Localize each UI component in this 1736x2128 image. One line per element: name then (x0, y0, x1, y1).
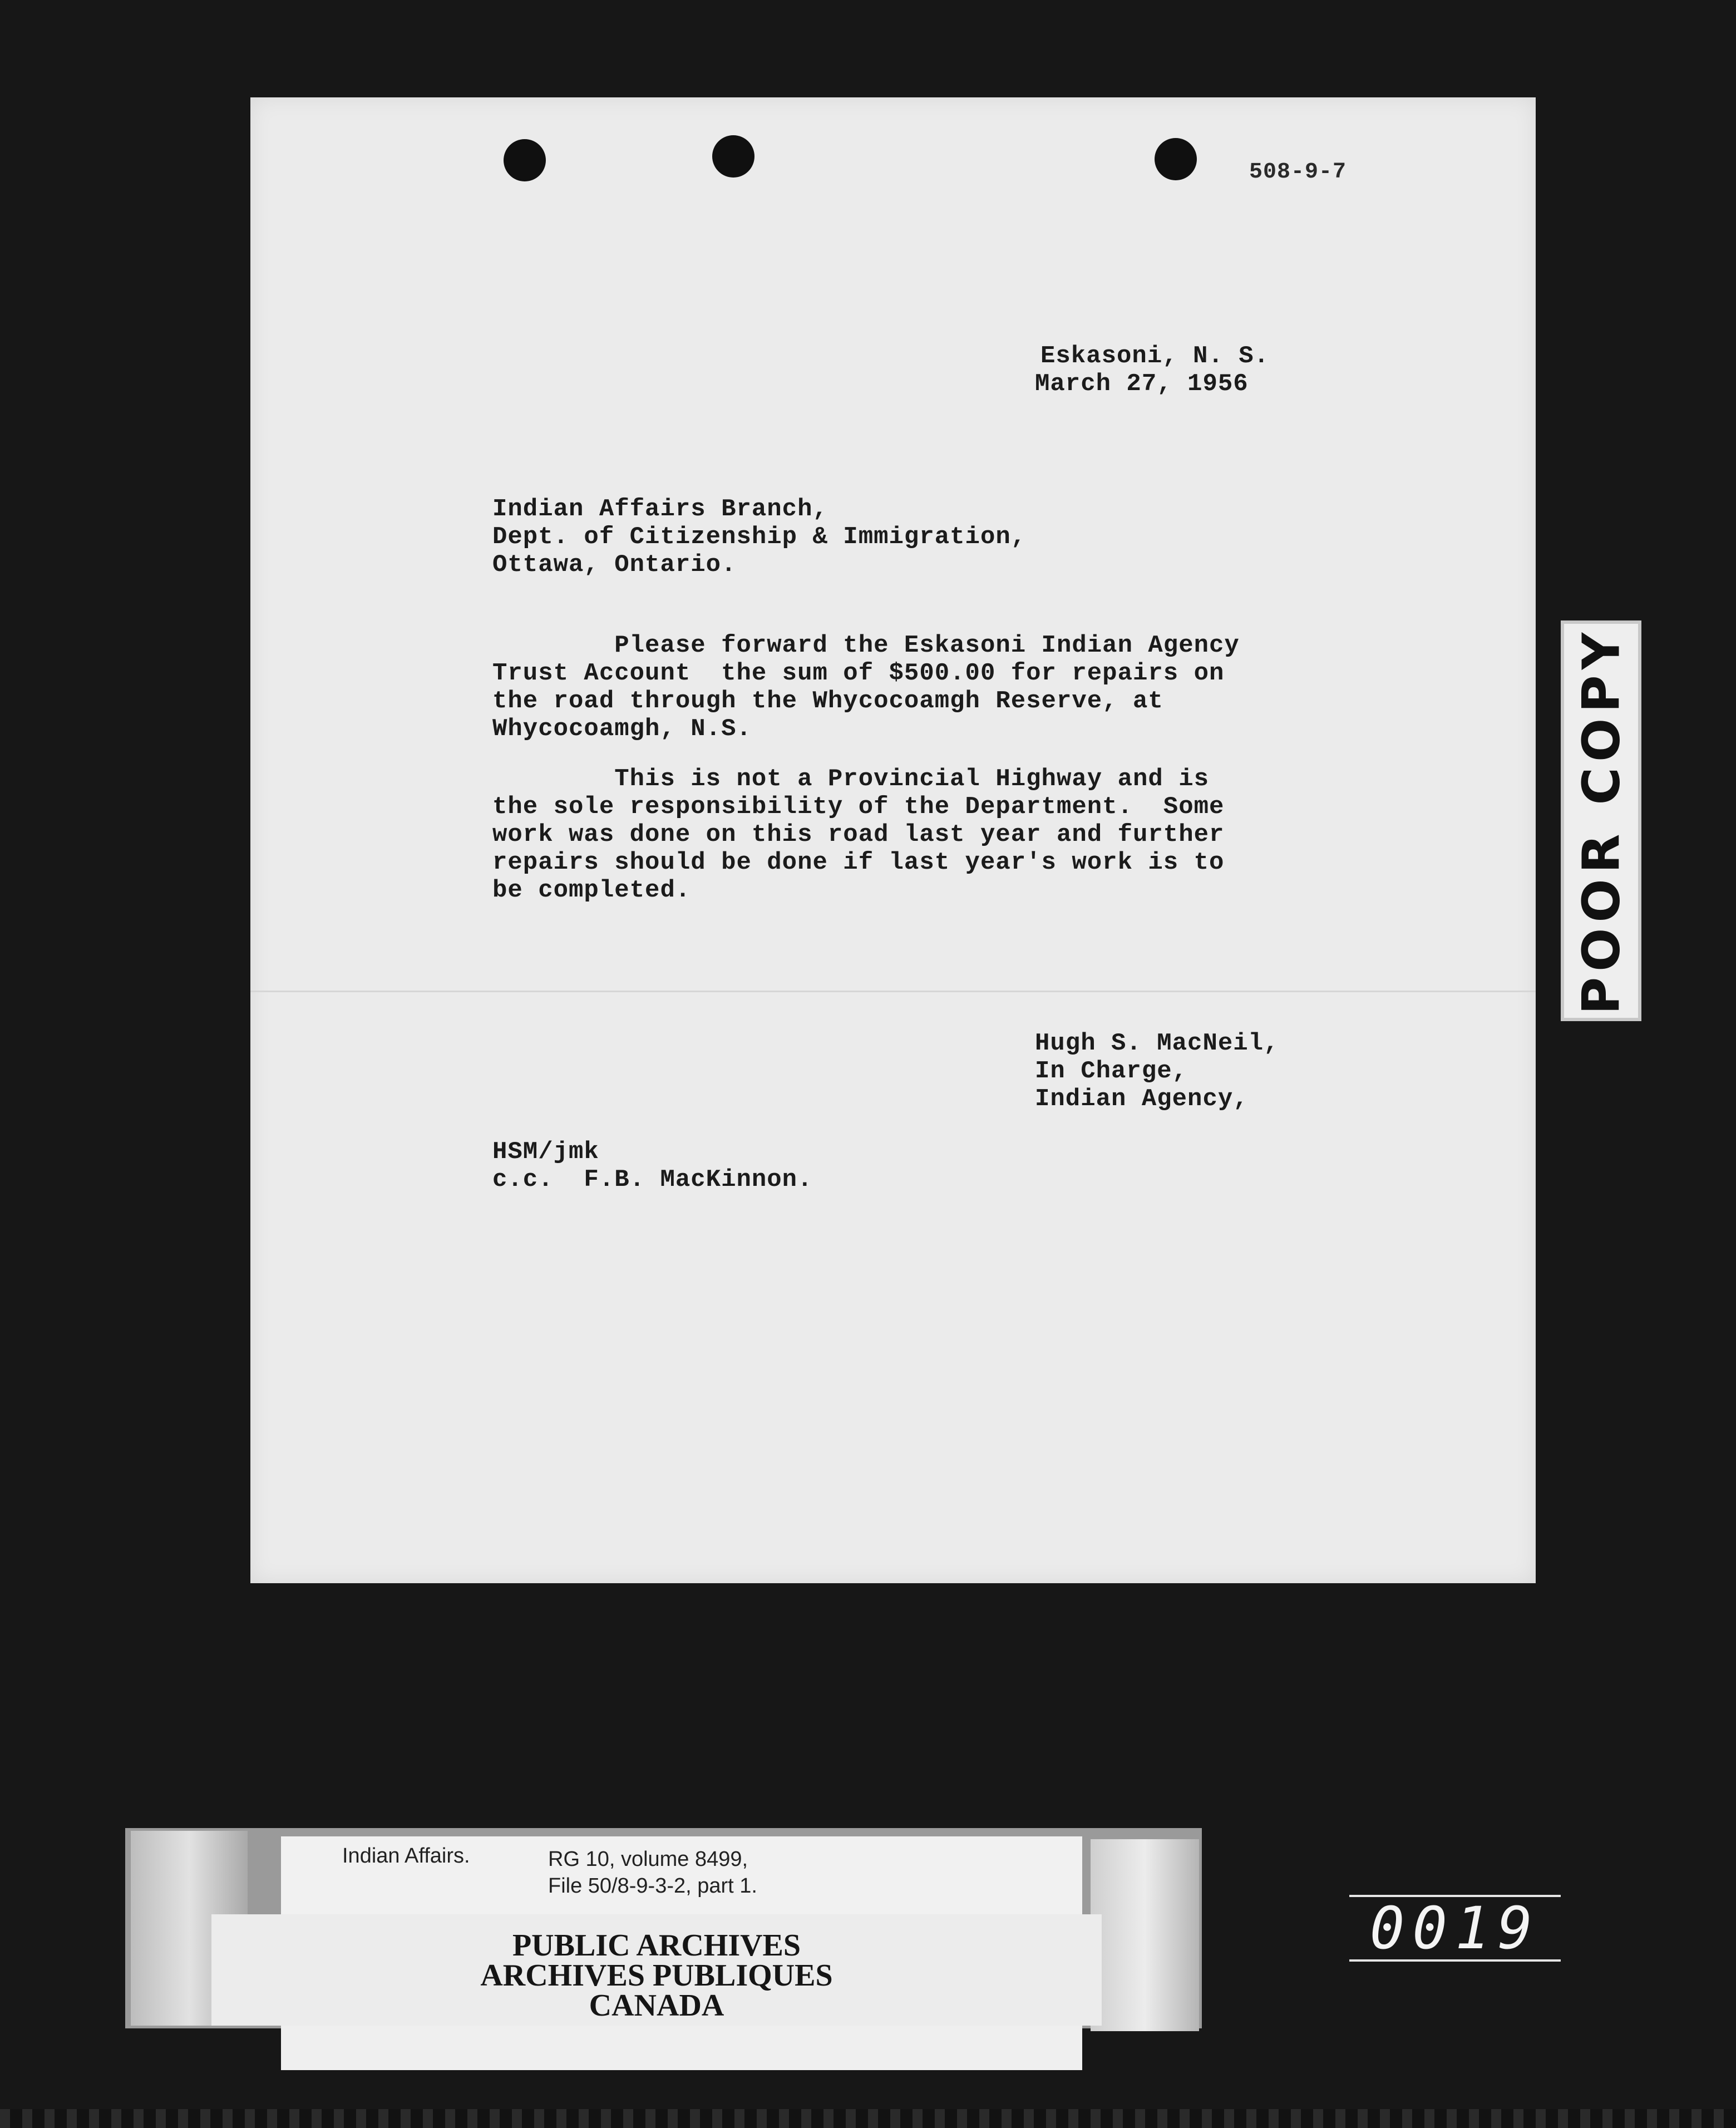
body-line: the road through the Whycocoamgh Reserve, at (492, 687, 1163, 715)
archive-title-line: PUBLIC ARCHIVES (512, 1928, 801, 1963)
signature-line: In Charge, (1035, 1057, 1188, 1085)
body-line: Trust Account the sum of $500.00 for repairs on (492, 659, 1225, 687)
body-line: work was done on this road last year and further (492, 821, 1225, 849)
archive-title-line: ARCHIVES PUBLIQUES (480, 1958, 833, 1993)
body-line: Please forward the Eskasoni Indian Agency (492, 632, 1240, 659)
archive-collection: Indian Affairs. (342, 1844, 470, 1868)
address-line: Ottawa, Ontario. (492, 551, 737, 579)
archive-reference-line: File 50/8-9-3-2, part 1. (548, 1874, 757, 1898)
label-tab-right (1091, 1839, 1199, 2031)
signature-line: Hugh S. MacNeil, (1035, 1029, 1279, 1057)
fold-line (250, 991, 1536, 992)
letter-date: March 27, 1956 (1035, 370, 1249, 398)
punch-hole-right (1155, 138, 1197, 180)
body-line: Whycocoamgh, N.S. (492, 715, 752, 743)
signature-line: Indian Agency, (1035, 1085, 1249, 1113)
frame-counter-value: 0019 (1369, 1894, 1541, 1962)
punch-hole-middle (712, 135, 754, 178)
typist-initials: HSM/jmk (492, 1138, 599, 1166)
poor-copy-stamp (1561, 620, 1641, 1021)
letter-page (250, 97, 1536, 1583)
film-edge (0, 2109, 1736, 2128)
archive-title-line: CANADA (589, 1988, 724, 2023)
frame-counter (1349, 1895, 1561, 1962)
address-line: Indian Affairs Branch, (492, 495, 828, 523)
address-line: Dept. of Citizenship & Immigration, (492, 523, 1027, 551)
body-line: be completed. (492, 876, 691, 904)
body-line: the sole responsibility of the Department. Some (492, 793, 1225, 821)
punch-hole-left (504, 139, 546, 181)
body-line: This is not a Provincial Highway and is (492, 765, 1210, 793)
body-line: repairs should be done if last year's work is to (492, 849, 1225, 876)
file-number: 508-9-7 (1249, 160, 1347, 185)
letter-place: Eskasoni, N. S. (1040, 342, 1270, 370)
poor-copy-text: POOR COPY (1571, 627, 1631, 1015)
label-bottom-card (281, 2026, 1082, 2070)
carbon-copy-line: c.c. F.B. MacKinnon. (492, 1166, 813, 1194)
archive-reference-line: RG 10, volume 8499, (548, 1848, 748, 1871)
